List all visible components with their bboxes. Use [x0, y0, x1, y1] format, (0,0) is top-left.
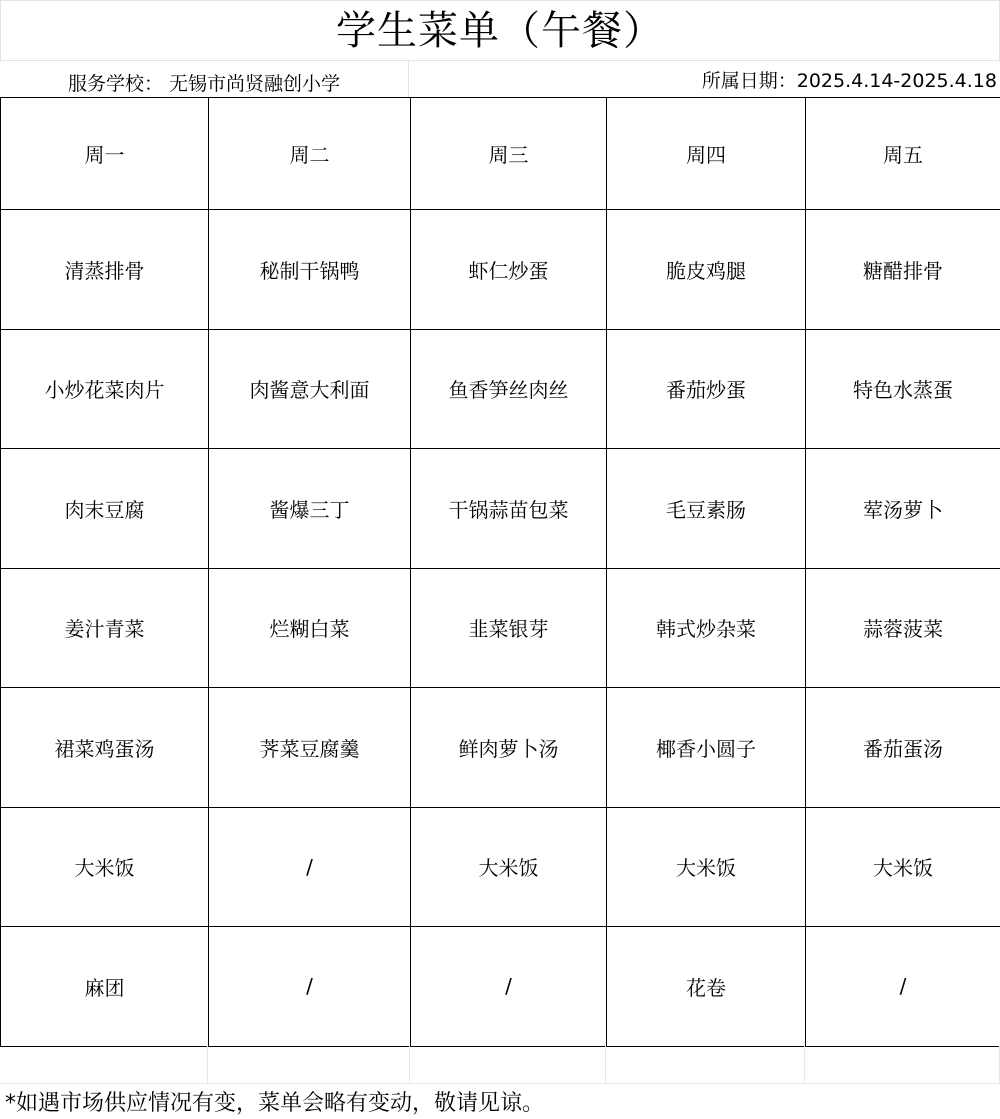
dish-cell: 肉酱意大利面 — [209, 329, 411, 449]
blank-cell — [805, 1046, 1000, 1084]
dish-cell: 鱼香笋丝肉丝 — [411, 329, 607, 449]
dish-cell: / — [806, 927, 1000, 1047]
table-row — [1, 568, 1000, 688]
dish-cell: 大米饭 — [607, 807, 806, 927]
school-label: 服务学校： 无锡市尚贤融创小学 — [0, 61, 409, 98]
dish-cell: / — [209, 807, 411, 927]
dish-cell: 椰香小圆子 — [607, 688, 806, 808]
weekday-header: 周五 — [806, 98, 1000, 210]
weekday-header: 周一 — [1, 98, 209, 210]
blank-cell — [410, 1046, 606, 1084]
dish-cell: 糖醋排骨 — [806, 210, 1000, 330]
date-label: 所属日期：2025.4.14-2025.4.18 — [701, 70, 997, 92]
table-row — [1, 688, 1000, 808]
dish-cell: / — [209, 927, 411, 1047]
table-row — [1, 927, 1000, 1047]
blank-cell — [208, 1046, 410, 1084]
dish-cell: 酱爆三丁 — [209, 449, 411, 569]
weekday-header: 周二 — [209, 98, 411, 210]
dish-cell: 韩式炒杂菜 — [607, 568, 806, 688]
footnote: *如遇市场供应情况有变，菜单会略有变动，敬请见谅。 — [5, 1091, 545, 1116]
dish-cell: 大米饭 — [411, 807, 607, 927]
weekday-header: 周三 — [411, 98, 607, 210]
dish-cell: 烂糊白菜 — [209, 568, 411, 688]
dish-cell: 荤汤萝卜 — [806, 449, 1000, 569]
table-row — [1, 210, 1000, 330]
dish-cell: 肉末豆腐 — [1, 449, 209, 569]
dish-cell: 虾仁炒蛋 — [411, 210, 607, 330]
dish-cell: 韭菜银芽 — [411, 568, 607, 688]
dish-cell: / — [411, 927, 607, 1047]
dish-cell: 清蒸排骨 — [1, 210, 209, 330]
dish-cell: 番茄蛋汤 — [806, 688, 1000, 808]
dish-cell: 麻团 — [1, 927, 209, 1047]
dish-cell: 小炒花菜肉片 — [1, 329, 209, 449]
weekday-header: 周四 — [607, 98, 806, 210]
dish-cell: 毛豆素肠 — [607, 449, 806, 569]
blank-row — [0, 1046, 1000, 1084]
dish-cell: 大米饭 — [806, 807, 1000, 927]
dish-cell: 番茄炒蛋 — [607, 329, 806, 449]
dish-cell: 花卷 — [607, 927, 806, 1047]
dish-cell: 特色水蒸蛋 — [806, 329, 1000, 449]
dish-cell: 姜汁青菜 — [1, 568, 209, 688]
table-row — [1, 449, 1000, 569]
dish-cell: 蒜蓉菠菜 — [806, 568, 1000, 688]
dish-cell: 秘制干锅鸭 — [209, 210, 411, 330]
menu-table — [0, 97, 1000, 1047]
dish-cell: 裙菜鸡蛋汤 — [1, 688, 209, 808]
dish-cell: 大米饭 — [1, 807, 209, 927]
info-row — [0, 60, 1000, 97]
dish-cell: 脆皮鸡腿 — [607, 210, 806, 330]
title-row — [0, 0, 1000, 60]
table-row — [1, 807, 1000, 927]
weekday-header-row — [1, 98, 1000, 210]
page-title: 学生菜单（午餐） — [336, 7, 664, 54]
dish-cell: 鲜肉萝卜汤 — [411, 688, 607, 808]
table-row — [1, 329, 1000, 449]
dish-cell: 干锅蒜苗包菜 — [411, 449, 607, 569]
blank-cell — [0, 1046, 208, 1084]
blank-cell — [606, 1046, 805, 1084]
dish-cell: 荠菜豆腐羹 — [209, 688, 411, 808]
